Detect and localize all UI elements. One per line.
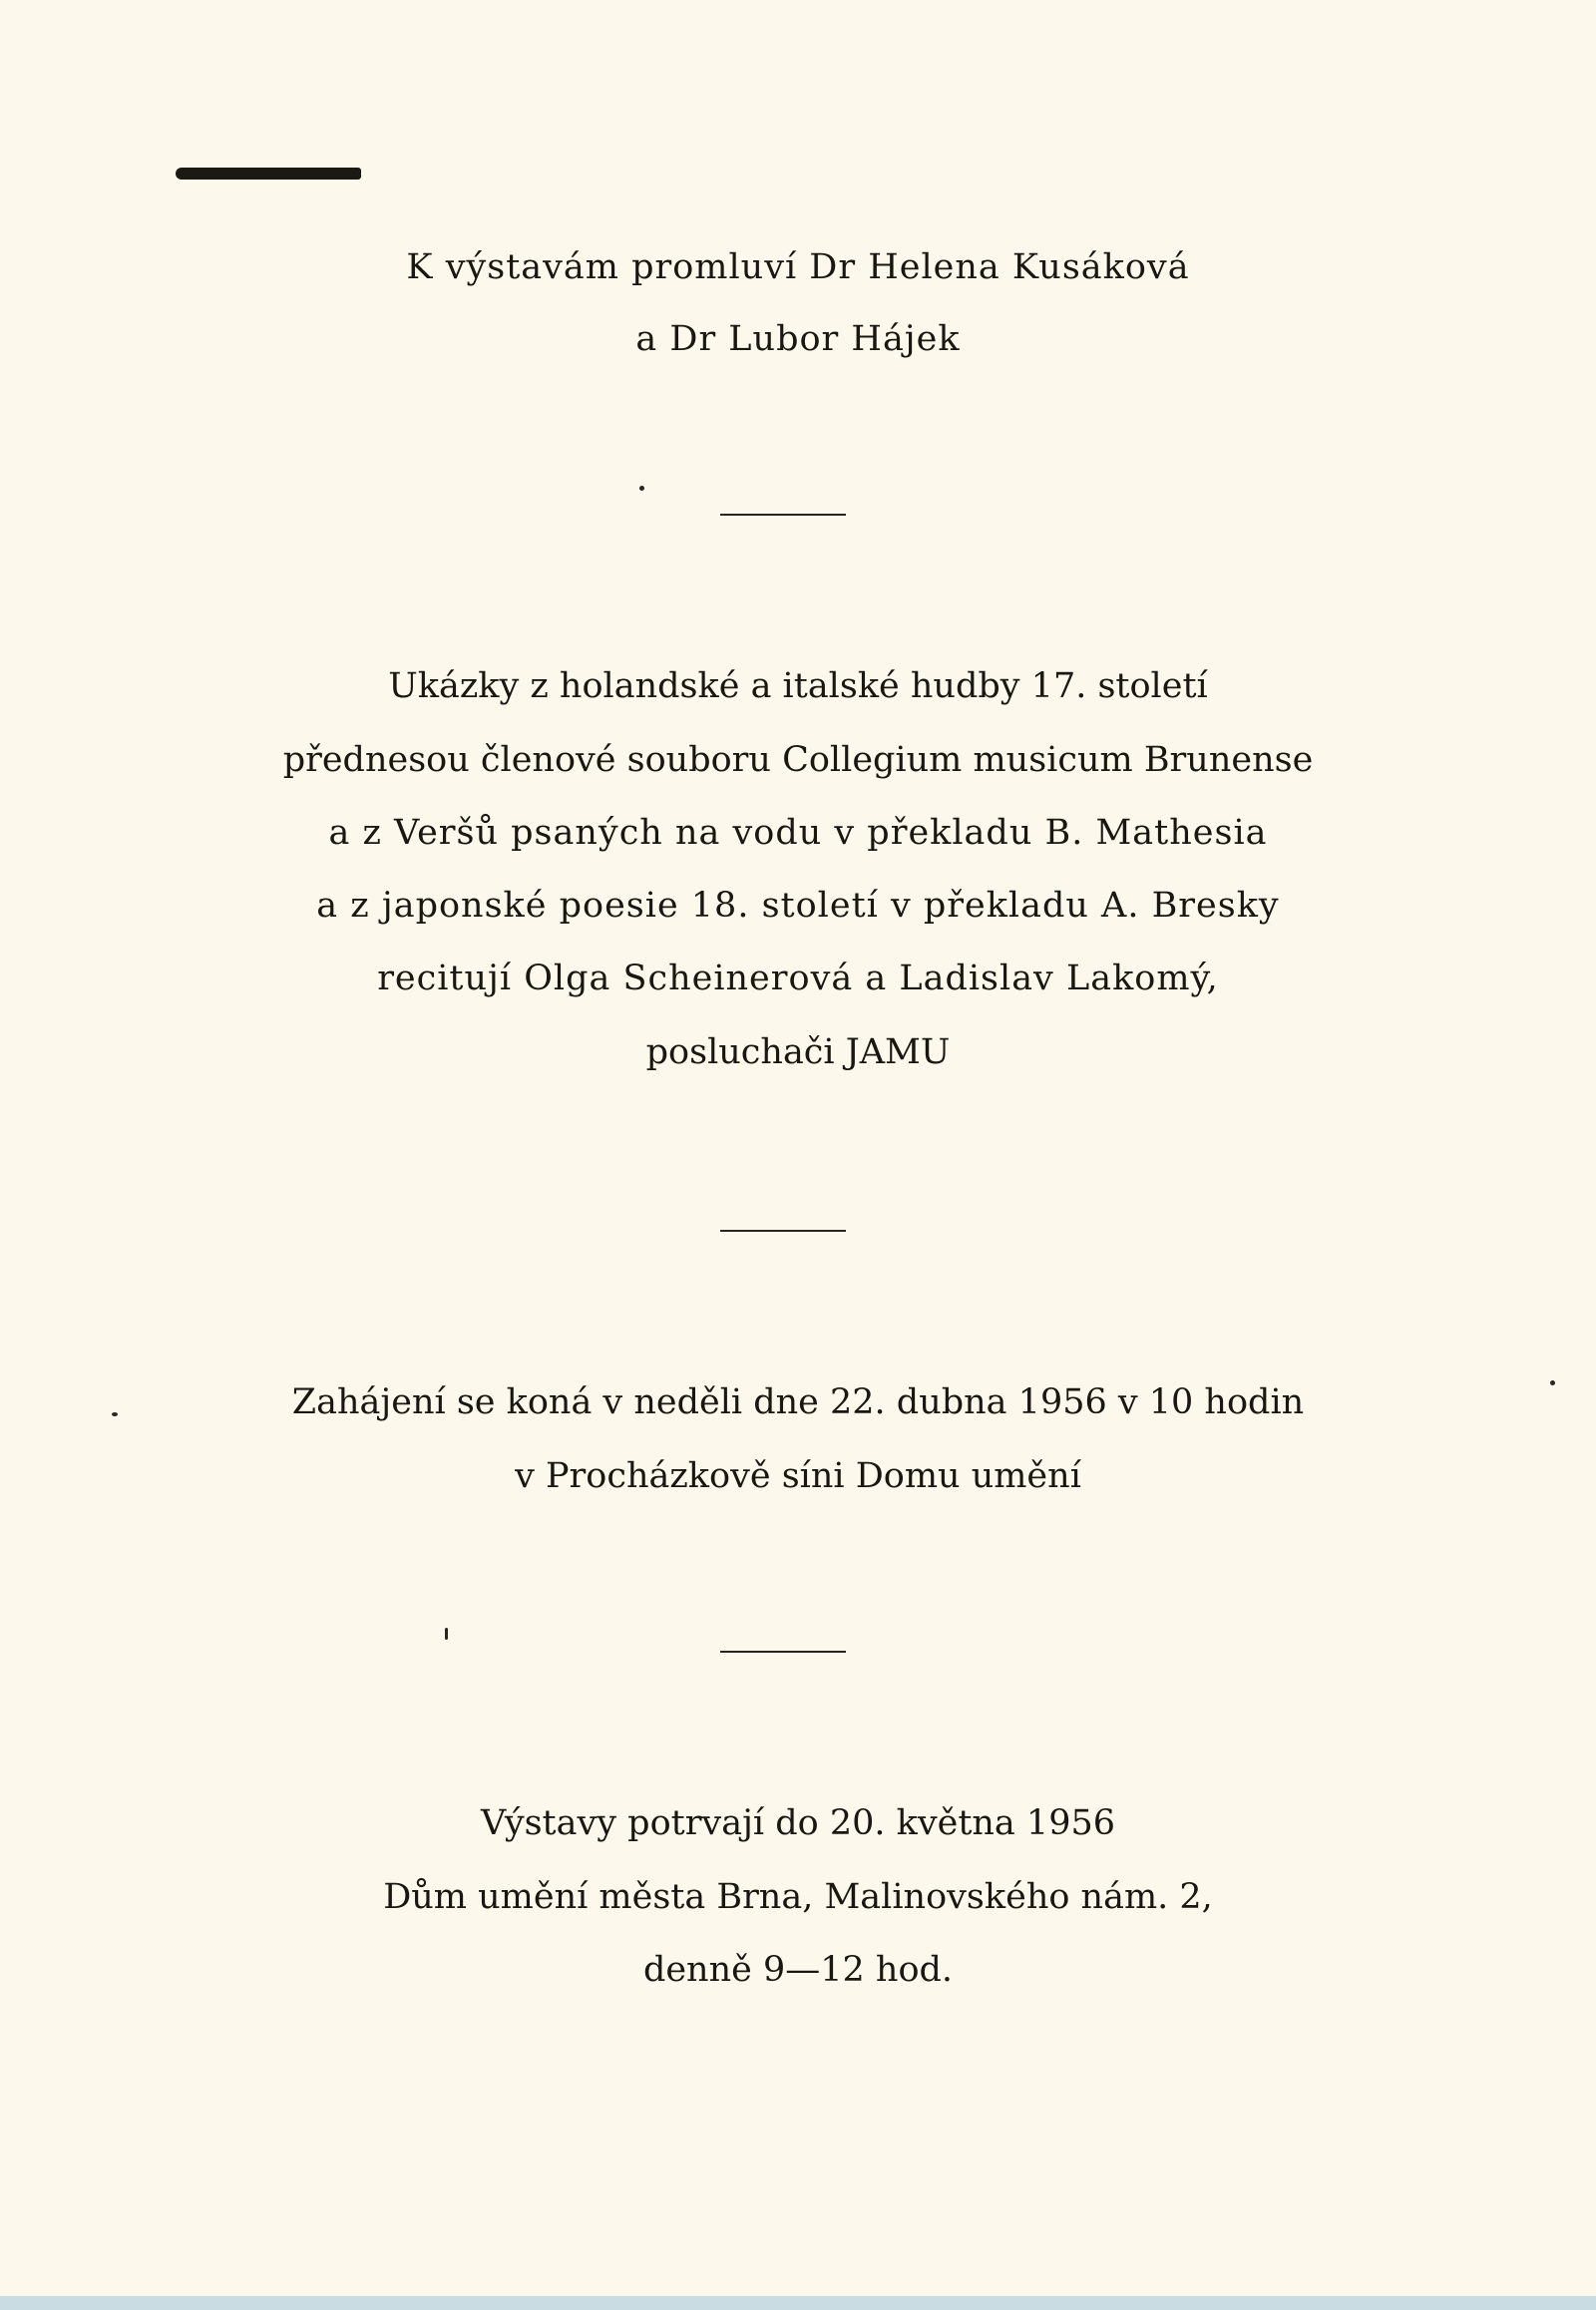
speakers-line-2: a Dr Lubor Hájek	[635, 319, 961, 359]
speakers-line-1: K výstavám promluví Dr Helena Kusáková	[406, 247, 1190, 287]
opening-line-2: v Procházkově síni Domu umění	[515, 1456, 1081, 1496]
divider-3	[720, 1651, 846, 1653]
program-line-5: recitují Olga Scheinerová a Ladislav Lakomý,	[377, 959, 1219, 998]
divider-2	[720, 1230, 846, 1232]
opening-line-1: Zahájení se koná v neděli dne 22. dubna 1956 v 10 hodin	[291, 1382, 1305, 1422]
exhibition-line-1: Výstavy potrvají do 20. května 1956	[480, 1803, 1116, 1843]
program-line-1: Ukázky z holandské a italské hudby 17. století	[388, 666, 1208, 706]
program-line-3: a z Veršů psaných na vodu v překladu B. Mathesia	[328, 813, 1268, 853]
ink-mark	[176, 168, 361, 180]
program-line-4: a z japonské poesie 18. století v překladu A. Bresky	[316, 886, 1280, 926]
paper-speck	[1550, 1380, 1555, 1385]
program-line-6: posluchači JAMU	[645, 1032, 951, 1072]
exhibition-line-3: denně 9—12 hod.	[642, 1950, 954, 1990]
paper-speck	[445, 1628, 448, 1640]
program-line-2: přednesou členové souboru Collegium musicum Brunense	[282, 740, 1314, 780]
divider-1	[720, 514, 846, 516]
scan-edge	[0, 2296, 1596, 2310]
paper-speck	[639, 486, 644, 491]
exhibition-line-2: Dům umění města Brna, Malinovského nám. 2,	[383, 1877, 1213, 1917]
